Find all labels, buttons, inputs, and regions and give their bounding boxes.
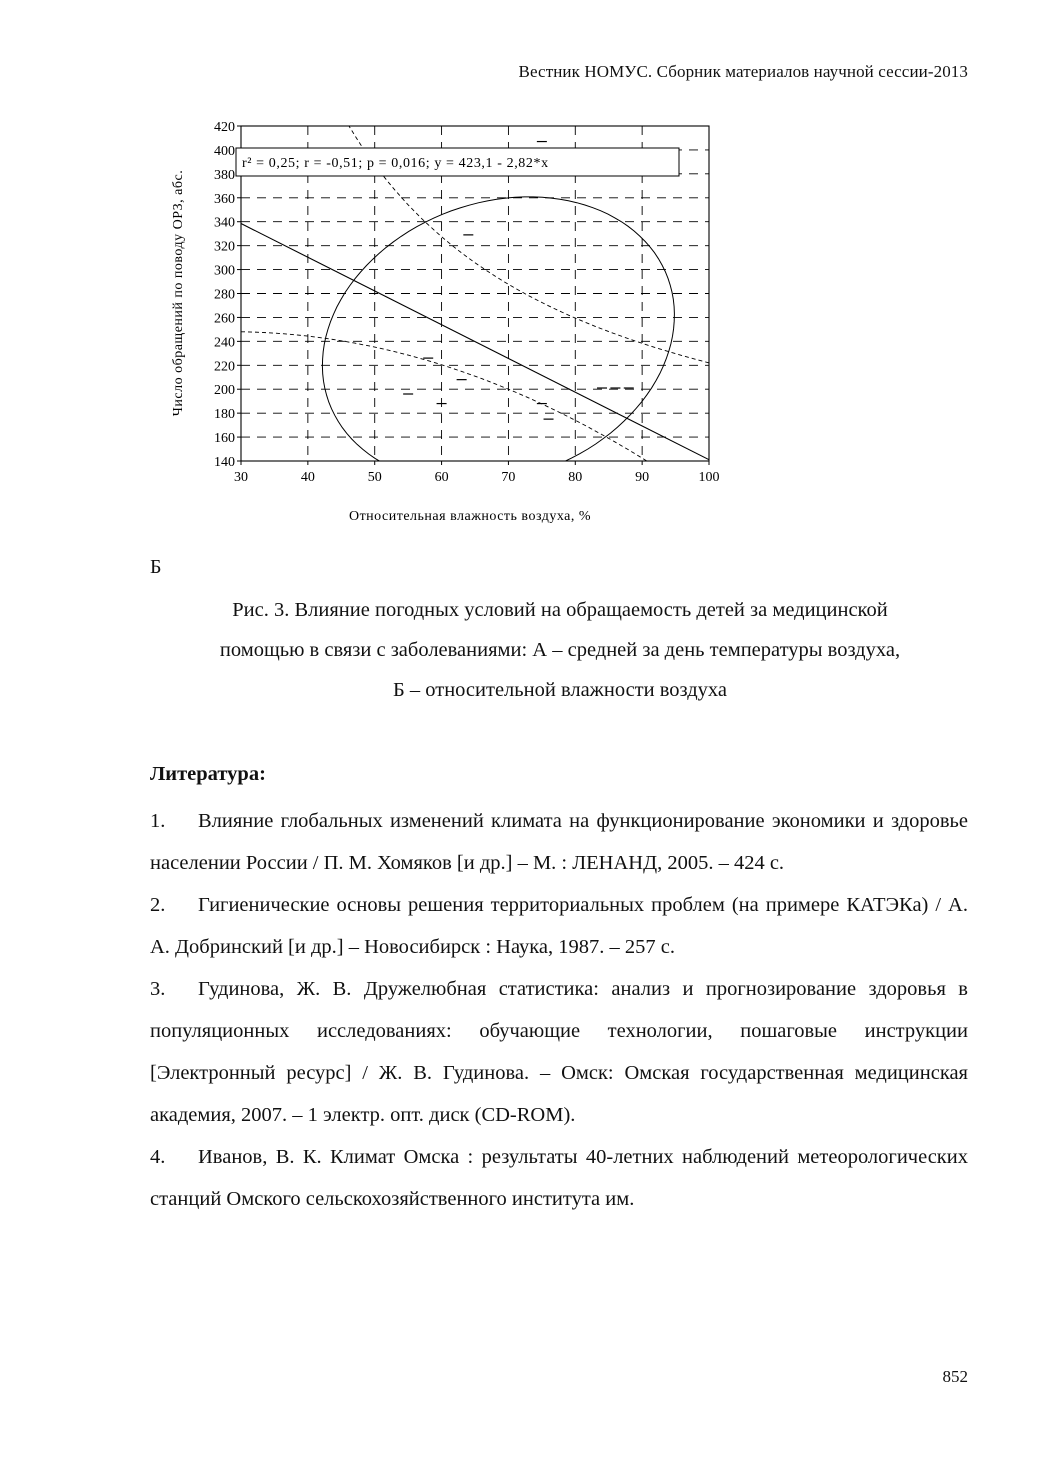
y-tick-label: 140 — [214, 455, 235, 470]
chart-annotation: r² = 0,25; r = -0,51; p = 0,016; y = 423,1 - 2,82*x — [242, 156, 549, 171]
reference-text: Гудинова, Ж. В. Дружелюбная статистика: анализ и прогнозирование здоровья в популяционных исследованиях: обучающие технологии, пошаговые инструкции [Электронный ресурс] / Ж. В. Гудинова. – Омск: Омская государственная медицинская академия, 2007. – 1 электр. опт. диск (CD-ROM). — [150, 978, 968, 1126]
reference-number: 3. — [150, 978, 166, 1000]
page-number: 852 — [942, 1367, 968, 1386]
scatter-chart — [160, 108, 740, 538]
reference-text: Гигиенические основы решения территориальных проблем (на примере КАТЭКа) / А. А. Добринский [и др.] – Новосибирск : Наука, 1987. – 257 с. — [150, 894, 968, 958]
y-tick-label: 400 — [214, 143, 235, 159]
reference-item — [150, 1136, 968, 1220]
running-header: Вестник НОМУС. Сборник материалов научной сессии-2013 — [518, 62, 968, 81]
y-tick-label: 220 — [214, 359, 235, 375]
x-tick-label: 50 — [367, 470, 382, 485]
panel-letter: Б — [150, 556, 162, 578]
y-tick-label: 340 — [214, 215, 235, 231]
reference-item — [150, 968, 968, 1136]
x-tick-label: 70 — [501, 470, 516, 485]
reference-text: Влияние глобальных изменений климата на функционирование экономики и здоровье населении России / П. М. Хомяков [и др.] – М. : ЛЕНАНД, 2005. – 424 с. — [150, 810, 968, 874]
reference-item — [150, 800, 968, 884]
caption-line: Рис. 3. Влияние погодных условий на обращаемость детей за медицинской — [232, 599, 888, 621]
x-tick-label: 60 — [434, 470, 449, 485]
y-tick-label: 420 — [214, 120, 235, 135]
figure-caption — [120, 590, 1000, 710]
y-tick-label: 300 — [214, 263, 235, 279]
x-tick-label: 80 — [568, 470, 583, 485]
y-tick-label: 320 — [214, 239, 235, 255]
x-tick-label: 40 — [300, 470, 315, 485]
y-tick-label: 280 — [214, 287, 235, 303]
caption-line: помощью в связи с заболеваниями: А – средней за день температуры воздуха, — [219, 639, 901, 661]
y-tick-label: 180 — [214, 407, 235, 423]
reference-number: 4. — [150, 1146, 166, 1168]
x-tick-label: 90 — [635, 470, 650, 485]
caption-line: Б – относительной влажности воздуха — [392, 679, 728, 701]
y-tick-label: 240 — [214, 335, 235, 351]
y-tick-label: 200 — [214, 383, 235, 399]
literature-heading: Литература: — [150, 763, 266, 785]
reference-text: Иванов, В. К. Климат Омска : результаты 40-летних наблюдений метеорологических станций Омского сельскохозяйственного института им. — [150, 1146, 968, 1210]
y-axis-label: Число обращений по поводу ОРЗ, абс. — [171, 169, 186, 417]
reference-number: 1. — [150, 810, 166, 832]
x-tick-label: 30 — [234, 470, 248, 485]
confidence-ellipse — [322, 197, 674, 484]
chart-points — [403, 142, 634, 420]
reference-number: 2. — [150, 894, 166, 916]
y-tick-label: 360 — [214, 191, 235, 207]
y-tick-label: 380 — [214, 167, 235, 183]
x-axis-label: Относительная влажность воздуха, % — [348, 509, 592, 524]
y-tick-label: 160 — [214, 431, 235, 447]
y-tick-label: 260 — [214, 311, 235, 327]
x-tick-label: 100 — [698, 470, 720, 485]
reference-item — [150, 884, 968, 968]
chart-annotation-group — [236, 148, 679, 176]
reference-list — [150, 800, 968, 1220]
